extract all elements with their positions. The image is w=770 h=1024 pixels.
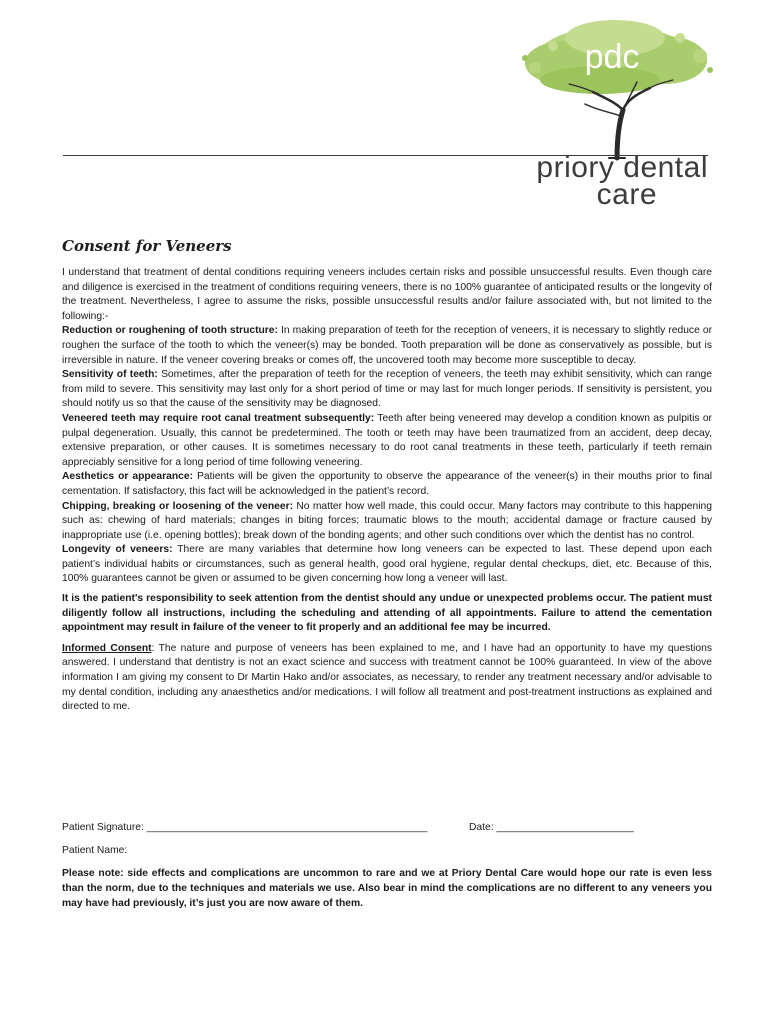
section-text: In making preparation of teeth for the reception of veneers, it is necessary to slightly reduce or roughen the surface of the tooth to which the veneer(s) may be bonded. Tooth preparation will be done as conservatively as possible, but is irreversible in nature. If the veneer covering breaks or comes off, the uncovered tooth may become more susceptible to decay.	[62, 325, 712, 366]
brand-name-line1: priory dental	[536, 151, 708, 184]
consent-body	[62, 266, 712, 715]
section-heading: Reduction or roughening of tooth structure:	[62, 325, 278, 337]
section-reduction	[62, 324, 712, 368]
informed-consent-heading: Informed Consent	[62, 642, 152, 654]
patient-responsibility-warning: It is the patient's responsibility to seek attention from the dentist should any undue or unexpected problems occur. The patient must diligently follow all instructions, including the scheduling and attending of all appointments. Failure to attend the cementation appointment may result in failure of the veneer to fit properly and an additional fee may be incurred.	[62, 593, 712, 634]
date-field[interactable]: Date: ________________________	[469, 822, 634, 833]
document-title: Consent for Veneers	[62, 237, 232, 255]
section-heading: Sensitivity of teeth:	[62, 369, 158, 381]
section-sensitivity	[62, 368, 712, 412]
section-root-canal	[62, 412, 712, 470]
section-chipping	[62, 500, 712, 544]
patient-name-field[interactable]: Patient Name:	[62, 845, 128, 856]
informed-consent-paragraph	[62, 642, 712, 715]
please-note: Please note: side effects and complications are uncommon to rare and we at Priory Dental Care would hope our rate is even less than the norm, due to the techniques and materials we use. Also bear in mind the complications are no different to any veneers you may have had previously, it’s just you are now aware of them.	[62, 868, 712, 909]
section-longevity	[62, 543, 712, 587]
section-heading: Longevity of veneers:	[62, 544, 173, 556]
signature-row	[62, 822, 712, 833]
section-text: There are many variables that determine how long veneers can be expected to last. These depend upon each patient’s individual habits or circumstances, such as general health, good oral hygiene, regular dental checkups, diet, etc. Because of this, 100% guarantees cannot be given or assumed to be given concerning how long a veneer will last.	[62, 544, 712, 585]
section-heading: Veneered teeth may require root canal treatment subsequently:	[62, 412, 375, 424]
section-text: Sometimes, after the preparation of teeth for the reception of veneers, the teeth may exhibit sensitivity, which can range from mild to severe. This sensitivity may last only for a short period of time or may last for much longer periods. If sensitivity is persistent, you should notify us so that the cause of the sensitivity may be diagnosed.	[62, 369, 712, 410]
section-heading: Chipping, breaking or loosening of the veneer:	[62, 500, 294, 512]
section-text: No matter how well made, this could occur. Many factors may contribute to this happening such as: chewing of hard materials; changes in biting forces; traumatic blows to the mouth; accidental damage or fracture caused by inappropriate use (i.e. opening bottles); break down of the bonding agents; and other such conditions over which the dentist has no control.	[62, 500, 712, 541]
section-text: Teeth after being veneered may develop a condition known as pulpitis or pulpal degeneration. Usually, this cannot be predetermined. The tooth or teeth may have been traumatized from an accident, deep decay, extensive preparation, or other causes. It is sometimes necessary to do root canal treatments in these teeth, particularly if teeth remain appreciably sensitive for a long period of time following veneering.	[62, 412, 712, 468]
patient-signature-field[interactable]: Patient Signature: _________________________________________________	[62, 822, 428, 833]
pdc-tree-logo	[505, 18, 720, 163]
intro-paragraph: I understand that treatment of dental conditions requiring veneers includes certain risks and possible unsuccessful results. Even though care and diligence is exercised in the treatment of conditions requiring veneers, there is no 100% guarantee of anticipated results or the longevity of the treatment. Nevertheless, I agree to assume the risks, possible unsuccessful results and/or failure associated with, but not limited to the following:-	[62, 267, 712, 322]
section-text: Patients will be given the opportunity to observe the appearance of the veneer(s) in their mouths prior to final cementation. If satisfactory, this fact will be acknowledged in the patient’s record.	[62, 471, 712, 497]
logo-initials: pdc	[584, 38, 640, 76]
informed-consent-text: : The nature and purpose of veneers has been explained to me, and I have had an opportunity to have my questions answered. I understand that dentistry is not an exact science and success with treatment cannot be 100% guaranteed. In view of the above information I am giving my consent to Dr Martin Hako and/or associates, as necessary, to render any treatment necessary and/or advisable to my dental condition, including any anaesthetics and/or medications. I will follow all treatment and post-treatment instructions as explained and directed to me.	[62, 642, 712, 713]
section-heading: Aesthetics or appearance:	[62, 471, 194, 483]
section-aesthetics	[62, 470, 712, 499]
brand-name-line2: care	[596, 178, 657, 211]
